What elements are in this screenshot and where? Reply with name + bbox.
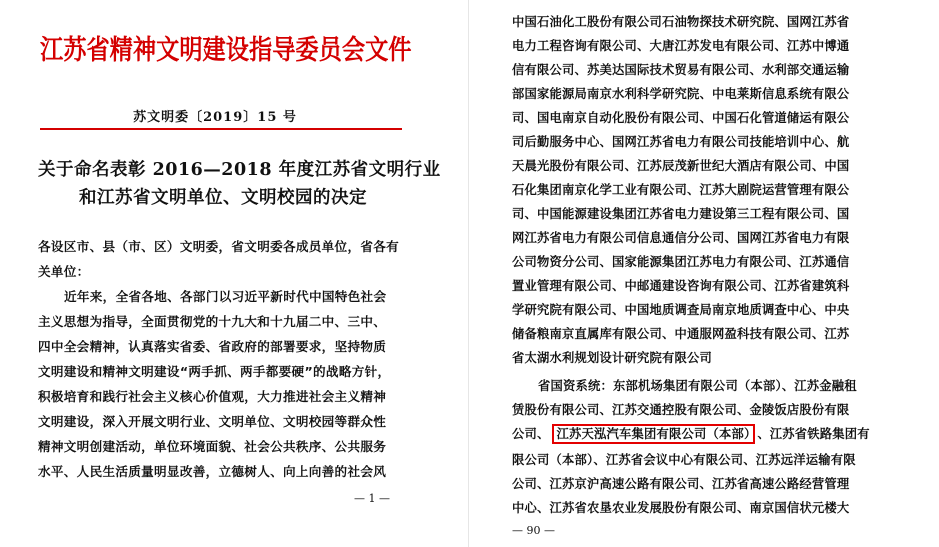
state-owned-line: 省国资系统：东部机场集团有限公司（本部）、江苏金融租 xyxy=(538,379,857,393)
highlight-prefix: 公司、 xyxy=(512,427,550,441)
heading-line-1: 关于命名表彰 2016—2018 年度江苏省文明行业 xyxy=(38,160,441,180)
body-line: 置业管理有限公司、中邮通建设咨询有限公司、江苏省建筑科 xyxy=(512,279,850,293)
body-line: 司后勤服务中心、国网江苏省电力有限公司技能培训中心、航 xyxy=(512,135,850,149)
body-line: 关单位： xyxy=(38,264,90,279)
body-line: 省太湖水利规划设计研究院有限公司 xyxy=(512,351,712,365)
body-line: 限公司（本部）、江苏省会议中心有限公司、江苏远洋运输有限 xyxy=(512,453,856,467)
page-gutter xyxy=(468,0,469,547)
body-line: 精神文明创建活动，单位环境面貌、社会公共秩序、公共服务 xyxy=(38,439,387,454)
body-line: 文明建设和精神文明建设“两手抓、两手都要硬”的战略方针， xyxy=(38,364,391,379)
page-number: — 90 — xyxy=(512,524,555,537)
body-line: 主义思想为指导，全面贯彻党的十九大和十九届二中、三中、 xyxy=(38,314,387,329)
body-line: 司、中国能源建设集团江苏省电力建设第三工程有限公司、国 xyxy=(512,207,850,221)
red-divider xyxy=(40,128,402,130)
body-line: 水平、人民生活质量明显改善，立德树人、向上向善的社会风 xyxy=(38,464,387,479)
highlight-line xyxy=(512,424,870,442)
body-line: 司、国电南京自动化股份有限公司、中国石化管道储运有限公 xyxy=(512,111,850,125)
body-line: 石化集团南京化学工业有限公司、江苏大剧院运营管理有限公 xyxy=(512,183,850,197)
body-line: 中心、江苏省农垦农业发展股份有限公司、南京国信状元楼大 xyxy=(512,501,850,515)
highlight-suffix: 、江苏省铁路集团有 xyxy=(757,427,870,441)
page-number: — 1 — xyxy=(354,492,390,505)
left-page xyxy=(0,0,460,547)
body-line: 网江苏省电力有限公司信息通信分公司、国网江苏省电力有限 xyxy=(512,231,850,245)
body-line: 部国家能源局南京水利科学研究院、中电莱斯信息系统有限公 xyxy=(512,87,850,101)
highlighted-company: 江苏天泓汽车集团有限公司（本部） xyxy=(552,424,756,444)
body-line: 公司物资分公司、国家能源集团江苏电力有限公司、江苏通信 xyxy=(512,255,850,269)
body-line: 储备粮南京直属库有限公司、中通服网盈科技有限公司、江苏 xyxy=(512,327,850,341)
body-line: 公司、江苏京沪高速公路有限公司、江苏省高速公路经营管理 xyxy=(512,477,850,491)
body-line: 中国石油化工股份有限公司石油物探技术研究院、国网江苏省 xyxy=(512,15,850,29)
body-line: 赁股份有限公司、江苏交通控股有限公司、金陵饭店股份有限 xyxy=(512,403,850,417)
body-line: 各设区市、县（市、区）文明委，省文明委各成员单位，省各有 xyxy=(38,239,400,254)
body-line: 近年来，全省各地、各部门以习近平新时代中国特色社会 xyxy=(64,289,387,304)
body-line: 四中全会精神，认真落实省委、省政府的部署要求，坚持物质 xyxy=(38,339,387,354)
body-line: 天晨光股份有限公司、江苏辰茂新世纪大酒店有限公司、中国 xyxy=(512,159,850,173)
body-line: 文明建设，深入开展文明行业、文明单位、文明校园等群众性 xyxy=(38,414,387,429)
document-number: 苏文明委〔2019〕15 号 xyxy=(133,110,297,125)
body-line: 积极培育和践行社会主义核心价值观，大力推进社会主义精神 xyxy=(38,389,387,404)
heading-line-2: 和江苏省文明单位、文明校园的决定 xyxy=(79,188,367,208)
right-page xyxy=(480,0,939,547)
body-line: 电力工程咨询有限公司、大唐江苏发电有限公司、江苏中博通 xyxy=(512,39,850,53)
body-line: 学研究院有限公司、中国地质调查局南京地质调查中心、中央 xyxy=(512,303,850,317)
body-line: 信有限公司、苏美达国际技术贸易有限公司、水利部交通运输 xyxy=(512,63,850,77)
document-title: 江苏省精神文明建设指导委员会文件 xyxy=(40,35,412,66)
